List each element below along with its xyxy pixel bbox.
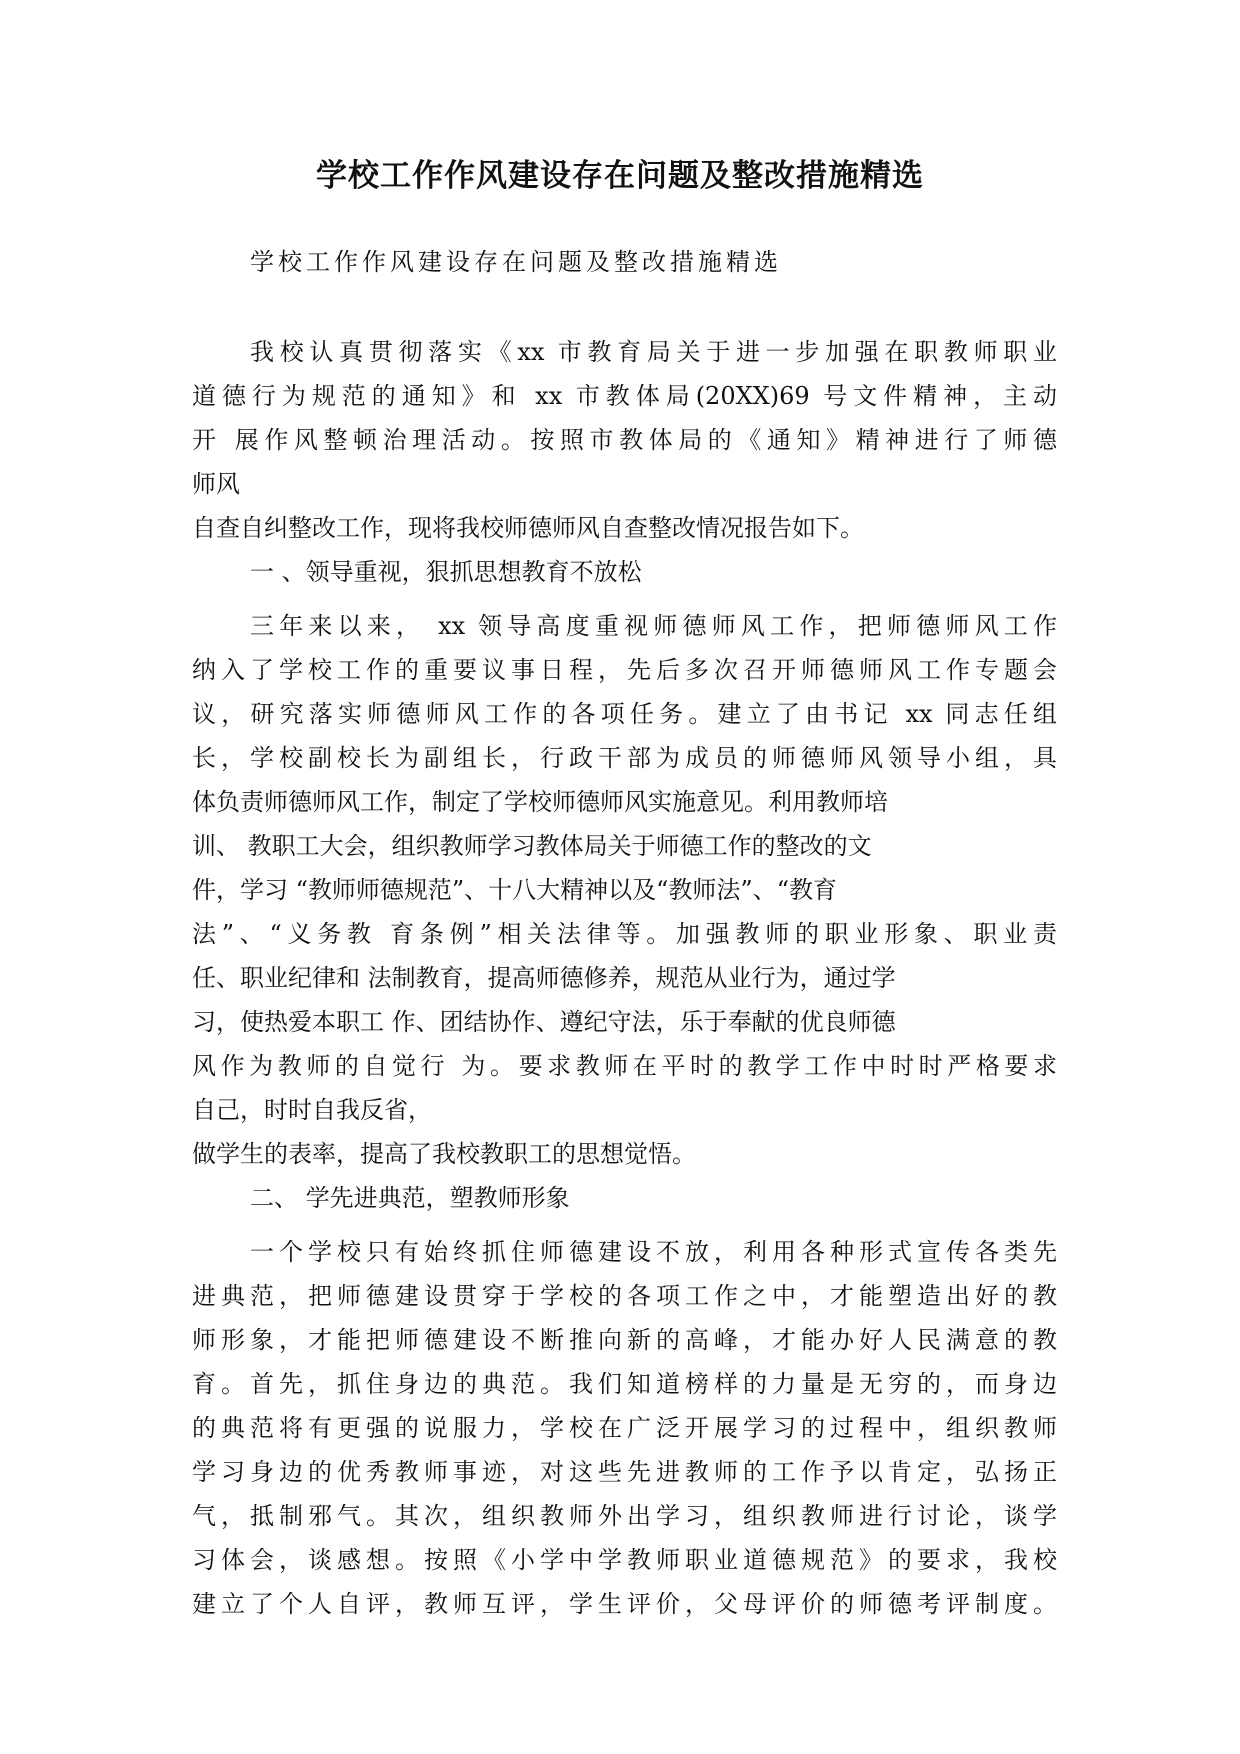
paragraph-line: 自己，时时自我反省， <box>192 1096 432 1124</box>
paragraph-line: 训、 教职工大会，组织教师学习教体局关于师德工作的整改的文 <box>192 832 872 860</box>
paragraph-line: 习体会，谈感想。按照《小学中学教师职业道德规范》的要求，我校 <box>192 1546 1057 1574</box>
paragraph-line: 风作为教师的自觉行 为。要求教师在平时的教学工作中时时严格要求 <box>192 1052 1057 1080</box>
paragraph-line: 学习身边的优秀教师事迹，对这些先进教师的工作予以肯定，弘扬正 <box>192 1458 1057 1486</box>
paragraph-line: 纳入了学校工作的重要议事日程，先后多次召开师德师风工作专题会 <box>192 656 1057 684</box>
paragraph-line: 气，抵制邪气。其次，组织教师外出学习，组织教师进行讨论，谈学 <box>192 1502 1057 1530</box>
paragraph-line: 开 展作风整顿治理活动。按照市教体局的《通知》精神进行了师德 <box>192 426 1057 454</box>
paragraph-line: 的典范将有更强的说服力，学校在广泛开展学习的过程中，组织教师 <box>192 1414 1057 1442</box>
document-subtitle: 学校工作作风建设存在问题及整改措施精选 <box>250 248 782 276</box>
document-title: 学校工作作风建设存在问题及整改措施精选 <box>316 158 924 194</box>
section-heading: 二、 学先进典范，塑教师形象 <box>250 1184 570 1212</box>
paragraph-line: 一个学校只有始终抓住师德建设不放，利用各种形式宣传各类先 <box>250 1238 1057 1266</box>
paragraph-line: 道德行为规范的通知》和 xx 市教体局(20XX)69 号文件精神，主动 <box>192 382 1057 410</box>
paragraph-line: 议，研究落实师德师风工作的各项任务。建立了由书记 xx 同志任组 <box>192 700 1057 728</box>
section-heading: 一 、领导重视，狠抓思想教育不放松 <box>250 558 642 586</box>
paragraph-line: 三年来以来， xx 领导高度重视师德师风工作，把师德师风工作 <box>250 612 1057 640</box>
paragraph-line: 自查自纠整改工作，现将我校师德师风自查整改情况报告如下。 <box>192 514 864 542</box>
paragraph-line: 师风 <box>192 470 240 498</box>
paragraph-line: 习，使热爱本职工 作、团结协作、遵纪守法，乐于奉献的优良师德 <box>192 1008 896 1036</box>
paragraph-line: 长，学校副校长为副组长，行政干部为成员的师德师风领导小组，具 <box>192 744 1057 772</box>
paragraph-line: 我校认真贯彻落实《xx 市教育局关于进一步加强在职教师职业 <box>250 338 1057 366</box>
paragraph-line: 体负责师德师风工作，制定了学校师德师风实施意见。利用教师培 <box>192 788 888 816</box>
document-body <box>192 330 1057 1626</box>
paragraph-line: 建立了个人自评，教师互评，学生评价，父母评价的师德考评制度。 <box>192 1590 1057 1618</box>
paragraph-line: 法”、“义务教 育条例”相关法律等。加强教师的职业形象、职业责 <box>192 920 1057 948</box>
paragraph-line: 做学生的表率，提高了我校教职工的思想觉悟。 <box>192 1140 696 1168</box>
paragraph-line: 育。首先，抓住身边的典范。我们知道榜样的力量是无穷的，而身边 <box>192 1370 1057 1398</box>
paragraph-line: 任、职业纪律和 法制教育，提高师德修养，规范从业行为，通过学 <box>192 964 896 992</box>
paragraph-line: 件，学习 “教师师德规范”、十八大精神以及“教师法”、“教育 <box>192 876 837 904</box>
paragraph-line: 进典范，把师德建设贯穿于学校的各项工作之中，才能塑造出好的教 <box>192 1282 1057 1310</box>
paragraph-line: 师形象，才能把师德建设不断推向新的高峰，才能办好人民满意的教 <box>192 1326 1057 1354</box>
